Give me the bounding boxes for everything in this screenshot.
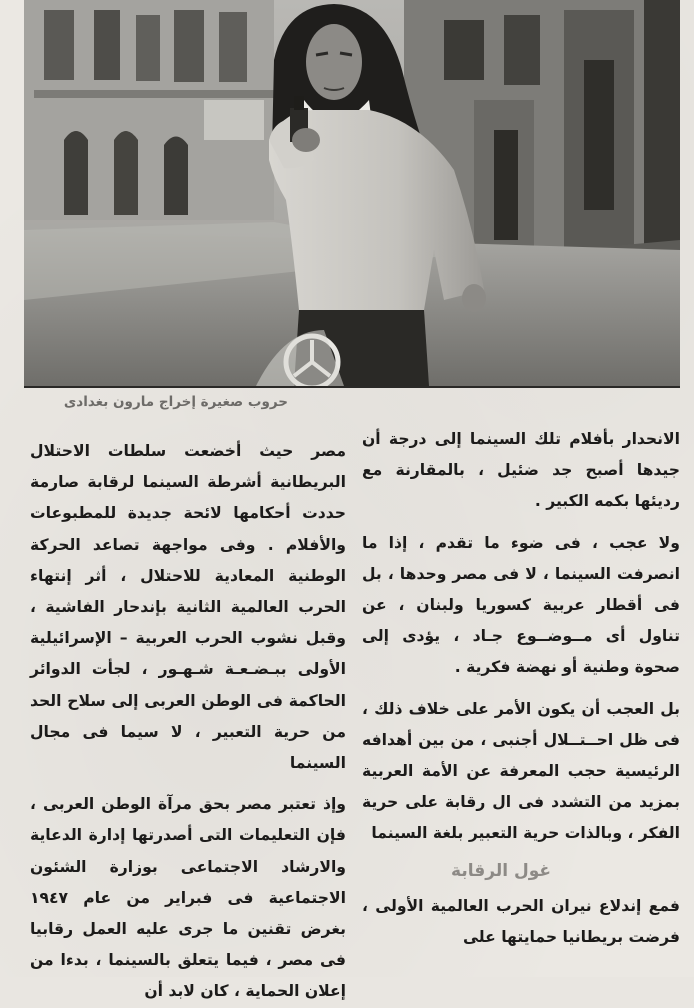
paragraph: الانحدار بأفلام تلك السينما إلى درجة أن جيدها أصبح جد ضئيل ، بالمقارنة مع رديئها بكمه الكبير . [362, 430, 680, 511]
paragraph: ولا عجب ، فى ضوء ما تقدم ، إذا ما انصرفت السينما ، لا فى مصر وحدها ، بل فى أقطار عربية كسوريا ولبنان ، عن تناول أى مــوضــوع جـاد ، يؤدى إلى صحوة وطنية أو نهضة فكرية . [362, 533, 680, 677]
paragraph: مصر حيث أخضعت سلطات الاحتلال البريطانية أشرطة السينما لرقابة صارمة حددت أحكامها لائحة جديدة للمطبوعات والأفلام . وفى مواجهة تصاعد الحركة الوطنية المعادية للاحتلال ، أثر إنتهاء الحرب العالمية الثانية بإندحار الفاشية ، وقبل نشوب الحرب العربية – الإسرائيلية الأولى ببـضـعـة شـهـور ، لجأت الدوائر الحاكمة فى الوطن العربى إلى سلاح الحد من حرية التعبير ، لا سيما فى مجال السينما [30, 442, 346, 773]
section-subheading: غول الرقابة [451, 860, 551, 881]
paragraph: بل العجب أن يكون الأمر على خلاف ذلك ، فى ظل احــتــلال أجنبى ، من بين أهدافه الرئيسية حجب المعرفة عن الأمة العربية بمزيد من التشدد فى ال رقابة على حرية الفكر ، وبالذات حرية التعبير بلغة السينما [362, 699, 680, 843]
photo-caption: حروب صغيرة إخراج مارون بغدادى [63, 394, 288, 410]
paragraph: فمع إندلاع نيران الحرب العالمية الأولى ، فرضت بريطانيا حمايتها على [362, 896, 680, 947]
article-column-right [362, 424, 680, 953]
article-column-left [30, 436, 346, 1008]
film-still-photo [24, 0, 680, 388]
woman-with-pistol-image [24, 0, 680, 386]
paragraph: وإذ تعتبر مصر بحق مرآة الوطن العربى ، فإن التعليمات التى أصدرتها إدارة الدعاية والارشاد الاجتماعى بوزارة الشئون الاجتماعية فى فبراير من عام ١٩٤٧ بغرض تقنين ما جرى عليه العمل رقابيا فى مصر ، فيما يتعلق بالسينما ، بدءا من إعلان الحماية ، كان لابد أن [30, 795, 346, 1001]
